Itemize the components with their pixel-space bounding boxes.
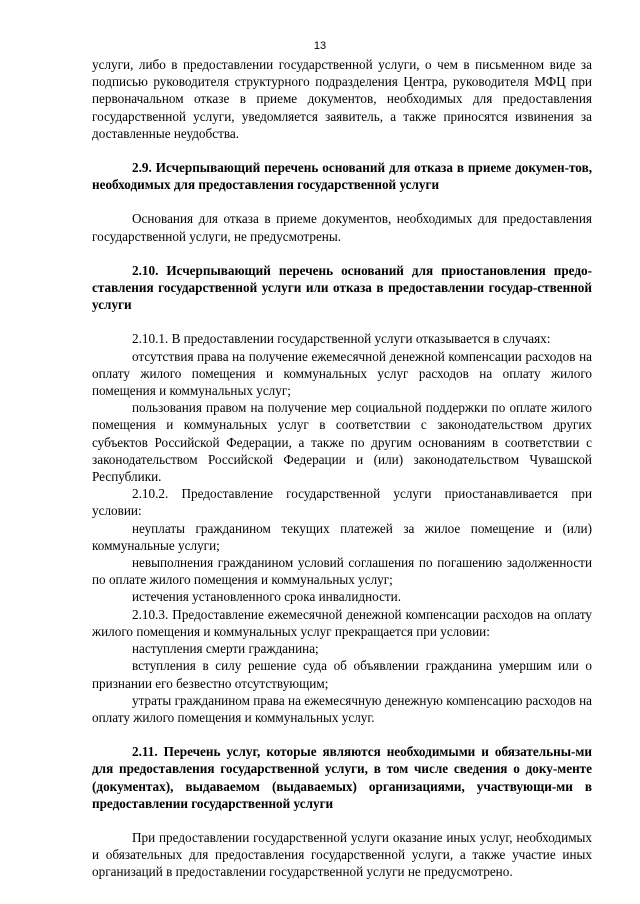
section-2-10-paragraph: 2.10.2. Предоставление государственной услуги приостанавливается при условии: [92, 486, 592, 519]
spacer [92, 313, 592, 330]
section-2-11-text: При предоставлении государственной услуги оказание иных услуг, необходимых и обязательных для предоставления государственной услуги, а также участие иных организаций в предоставлении государственной услуги не предусмотрено. [92, 829, 592, 880]
section-2-10-paragraph: невыполнения гражданином условий соглашения по погашению задолженности по оплате жилого помещения и коммунальных услуг; [92, 555, 592, 588]
page-number: 13 [313, 40, 327, 52]
section-2-10-paragraph: отсутствия права на получение ежемесячной денежной компенсации расходов на оплату жилого помещения и коммунальных услуг расходов на оплату жилого помещения и коммунальных услуг; [92, 348, 592, 399]
section-2-10-heading: 2.10. Исчерпывающий перечень оснований для приостановления предо-ставления государственной услуги или отказа в предоставлении государ-ственной услуги [92, 262, 592, 313]
section-2-10-paragraph: пользования правом на получение мер социальной поддержки по оплате жилого помещения и коммунальных услуг в соответствии с законодательством других субъектов Российской Федерации, а также по другим основаниям в соответствии с законодательством Российской Федерации и (или) законодательством Чувашской Республики. [92, 400, 592, 485]
page-content [92, 56, 592, 881]
section-2-11-heading: 2.11. Перечень услуг, которые являются необходимыми и обязательны-ми для предоставления государственной услуги, в том числе сведения о доку-менте (документах), выдаваемом (выдаваемых) организациями, участвующи-ми в предоставлении государственной услуги [92, 744, 592, 811]
section-2-10-paragraph: 2.10.3. Предоставление ежемесячной денежной компенсации расходов на оплату жилого помещения и коммунальных услуг прекращается при условии: [92, 606, 592, 639]
section-2-10-paragraph: утраты гражданином права на ежемесячную денежную компенсацию расходов на оплату жилого помещения и коммунальных услуг. [92, 692, 592, 725]
intro-paragraph: услуги, либо в предоставлении государственной услуги, о чем в письменном виде за подписью руководителя структурного подразделения Центра, руководителя МФЦ при первоначальном отказе в приеме документов, необходимых для предоставления государственной услуги, уведомляется заявитель, а также приносятся извинения за доставленные неудобства. [92, 57, 592, 141]
spacer [92, 193, 592, 210]
section-2-10-paragraph: 2.10.1. В предоставлении государственной услуги отказывается в случаях: [132, 331, 551, 347]
section-2-10-paragraph: истечения установленного срока инвалидности. [132, 589, 402, 605]
spacer [92, 812, 592, 829]
spacer [92, 726, 592, 743]
section-2-10-paragraph: вступления в силу решение суда об объявлении гражданина умершим или о признании его безвестно отсутствующим; [92, 658, 592, 691]
spacer [92, 142, 592, 159]
spacer [92, 245, 592, 262]
section-2-10-paragraph: неуплаты гражданином текущих платежей за жилое помещение и (или) коммунальные услуги; [92, 520, 592, 553]
section-2-9-text: Основания для отказа в приеме документов, необходимых для предоставления государственной услуги, не предусмотрены. [92, 211, 592, 244]
section-2-9-heading: 2.9. Исчерпывающий перечень оснований для отказа в приеме докумен-тов, необходимых для предоставления государственной услуги [92, 160, 592, 193]
section-2-10-paragraph: наступления смерти гражданина; [132, 641, 319, 657]
